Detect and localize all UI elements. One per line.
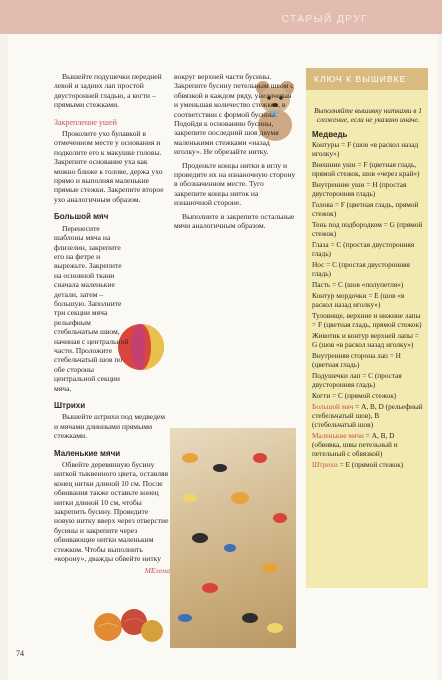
page-number: 74: [16, 649, 24, 658]
key-value-strokes: = E (прямой стежок): [337, 460, 404, 469]
middle-paragraph-1: вокруг верхней части бусины. Закрепите бусину петельным швом с обвязкой в каждом ряду, увеличивая и уменьшая количество стежков, в соответствии с формой бусины. Подойдя к основанию бусины, закрепите последний шов двумя маленькими стежками «назад иголку». Не обрезайте нитку.: [174, 72, 294, 157]
stitch-key-section: Медведь: [312, 130, 348, 139]
intro-paragraph: Вышейте подушечки передней левой и задних лап простой двусторонней гладью, а когти – прямыми стежками.: [54, 72, 162, 110]
key-item: Пасть = C (шов «полупетля»): [312, 280, 404, 289]
stitch-key-body: [312, 106, 424, 471]
key-item: Подушечки лап = C (простая двусторонняя гладь): [312, 371, 402, 389]
middle-paragraph-3: Выполните и закрепите остальные мячи аналогичным образом.: [174, 211, 295, 231]
key-label-strokes: Штрихи: [312, 460, 338, 469]
running-title: СТАРЫЙ ДРУГ: [281, 14, 368, 25]
section-title-big-ball: Большой мяч: [54, 212, 109, 222]
key-item: Внешние уши = F (цветная гладь, прямой стежок, шов «через край»): [312, 160, 420, 178]
key-item: Контур мордочки = E (шов «в раскол назад иголку»): [312, 291, 405, 309]
section-title-ears: Закрепление ушей: [54, 117, 117, 127]
key-item: Животик и контур верхней лапы = G (шов «в раскол назад иголку»): [312, 331, 419, 349]
key-item: Голова = F (цветная гладь, прямой стежок): [312, 200, 419, 218]
key-item: Туловище, верхние и нижние лапы = F (цветная гладь, прямой стежок): [312, 311, 422, 329]
column-left: [54, 72, 170, 575]
column-middle: [174, 72, 296, 232]
stitch-key-title: КЛЮЧ К ВЫШИВКЕ: [314, 74, 407, 84]
key-value-small-balls: = A, B, D (обвивка, швы петельный и петельный с обвязкой): [312, 431, 398, 458]
key-item: Нос = C (простая двусторонняя гладь): [312, 260, 410, 278]
key-item: Контуры = F (шов «в раскол назад иголку»): [312, 140, 419, 158]
key-label-big-ball: Большой мяч: [312, 402, 354, 411]
strokes-paragraph: Вышейте штрихи под медведем и мячами длинными прямыми стежками.: [54, 412, 166, 441]
middle-paragraph-2: Проденьте концы нитки в иглу и проведите их на изнаночную сторону в обозначенном месте. Туго закрепите концы ниток на изнаночной стороне.: [174, 160, 296, 208]
key-item: Внутренние уши = H (простая двусторонняя гладь): [312, 180, 407, 198]
stitch-key-intro: Выполняйте вышивку нитками в 1 сложение, если не указано иначе.: [314, 106, 422, 124]
key-item: Тень под подбородком = G (прямой стежок): [312, 220, 423, 238]
section-title-strokes: Штрихи: [54, 401, 86, 410]
butterflies-photo: [170, 428, 296, 648]
key-item: Внутренняя сторона лап = H (цветная гладь): [312, 351, 401, 369]
small-balls-paragraph: Обвейте деревянную бусину ниткой тыквенного цвета, оставляя конец нитки длиной 10 см. После обвивания также оставьте конец нитки длиной 10 см, чтобы закрепить бусину. Проведите новую нитку вверх через отверстие бусины и закрепите через обвивающие нитки маленьким стежком. Чтобы выполнить «корону», дважды обвейте нитку: [54, 460, 169, 564]
key-label-small-balls: Маленькие мячи: [312, 431, 364, 440]
big-ball-paragraph: Перенесите шаблоны мяча на флизелин, закрепите его на фетре и вырежьте. Закрепите на основной ткани сначала маленькие детали, затем – большую. Заполните три секции мяча рельефным стебельчатым швом, начиная с центральной части. Проложите стебельчатый шов по обе стороны центральной секции мяча.: [54, 223, 129, 393]
key-value-big-ball: = A, B, D (рельефный стебельчатый шов), B (стебельчатый шов): [312, 402, 423, 429]
key-item-strokes: [312, 460, 424, 469]
author-signature: МЕлена: [144, 565, 170, 575]
header-band: [0, 0, 442, 34]
small-balls-illustration: [94, 600, 164, 646]
key-item-big-ball: [312, 402, 424, 429]
key-item-small-balls: [312, 431, 424, 458]
stitch-key-box: [306, 68, 428, 588]
ears-paragraph: Проколите ухо булавкой в отмеченном месте у основания и подколите его к макушке головы. Закрепите основание уха как можно ближе к голове, держа ухо прямо и выполняя маленькие прямые стежки. Закрепите второе ухо аналогичным образом.: [54, 129, 164, 204]
key-item: Когти = C (прямой стежок): [312, 391, 397, 400]
key-item: Глаза = C (простая двусторонняя гладь): [312, 240, 415, 258]
section-title-small-balls: Маленькие мячи: [54, 448, 121, 458]
